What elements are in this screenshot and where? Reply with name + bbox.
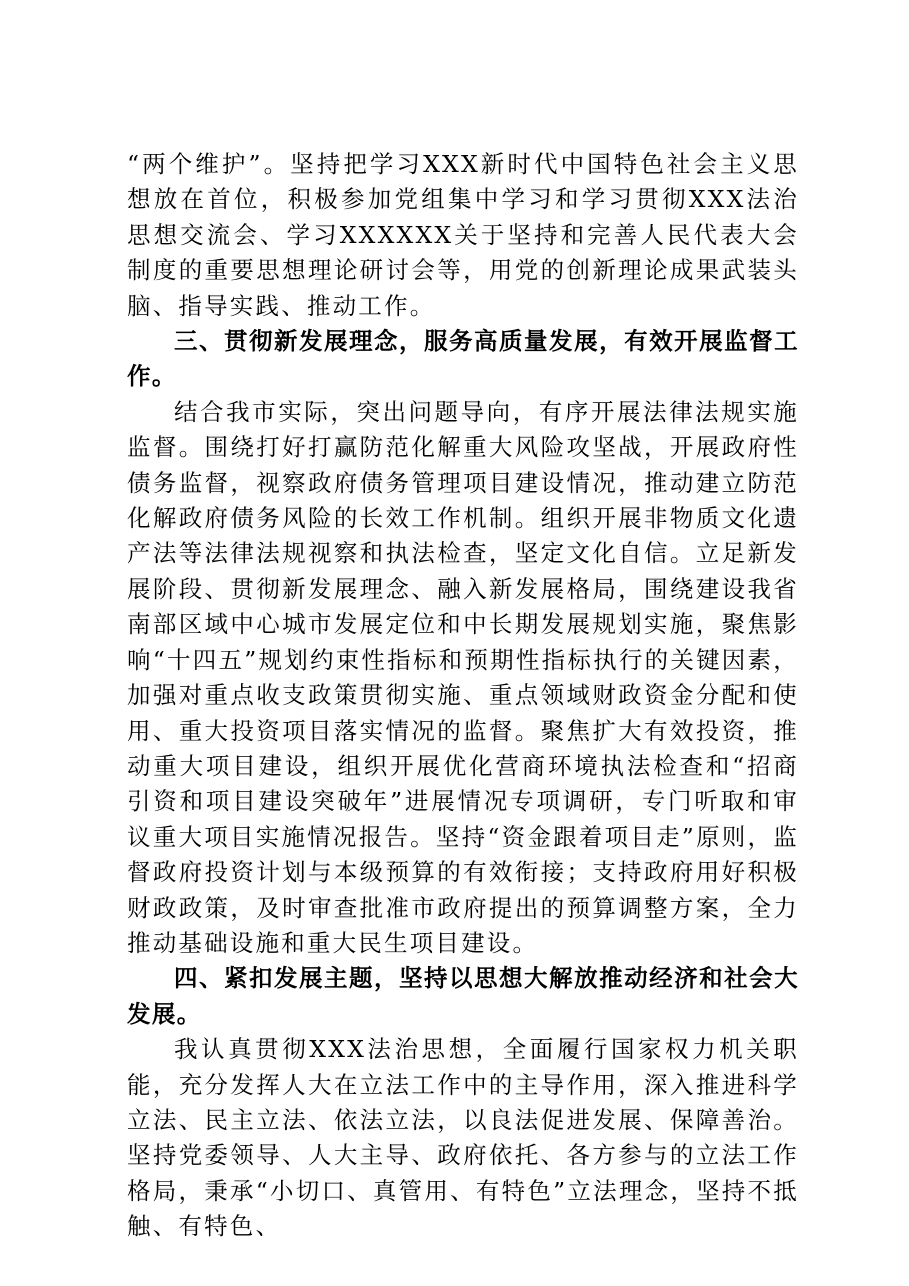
body-paragraph-2: 结合我市实际，突出问题导向，有序开展法律法规实施监督。围绕打好打赢防范化解重大风险攻坚战，开展政府性债务监督，视察政府债务管理项目建设情况，推动建立防范化解政府债务风险的长效工作机制。组织开展非物质文化遗产法等法律法规视察和执法检查，坚定文化自信。立足新发展阶段、贯彻新发展理念、融入新发展格局，围绕建设我省南部区域中心城市发展定位和中长期发展规划实施，聚焦影响“十四五”规划约束性指标和预期性指标执行的关键因素，加强对重点收支政策贯彻实施、重点领域财政资金分配和使用、重大投资项目落实情况的监督。聚焦扩大有效投资，推动重大项目建设，组织开展优化营商环境执法检查和“招商引资和项目建设突破年”进展情况专项调研，专门听取和审议重大项目实施情况报告。坚持“资金跟着项目走”原则，监督政府投资计划与本级预算的有效衔接；支持政府用好积极财政政策，及时审查批准市政府提出的预算调整方案，全力推动基础设施和重大民生项目建设。: [127, 397, 799, 957]
body-paragraph-3: 我认真贯彻XXX法治思想，全面履行国家权力机关职能，充分发挥人大在立法工作中的主导作用，深入推进科学立法、民主立法、依法立法，以良法促进发展、保障善治。坚持党委领导、人大主导、政府依托、各方参与的立法工作格局，秉承“小切口、真管用、有特色”立法理念，坚持不抵触、有特色、: [127, 1035, 799, 1241]
document-page: [127, 147, 799, 1245]
section-heading-4: 四、紧扣发展主题，坚持以思想大解放推动经济和社会大发展。: [127, 964, 799, 1028]
section-heading-3: 三、贯彻新发展理念，服务高质量发展，有效开展监督工作。: [127, 327, 799, 391]
body-paragraph-1: “两个维护”。坚持把学习XXX新时代中国特色社会主义思想放在首位，积极参加党组集中学习和学习贯彻XXX法治思想交流会、学习XXXXXX关于坚持和完善人民代表大会制度的重要思想理论研讨会等，用党的创新理论成果武装头脑、指导实践、推动工作。: [127, 150, 799, 320]
